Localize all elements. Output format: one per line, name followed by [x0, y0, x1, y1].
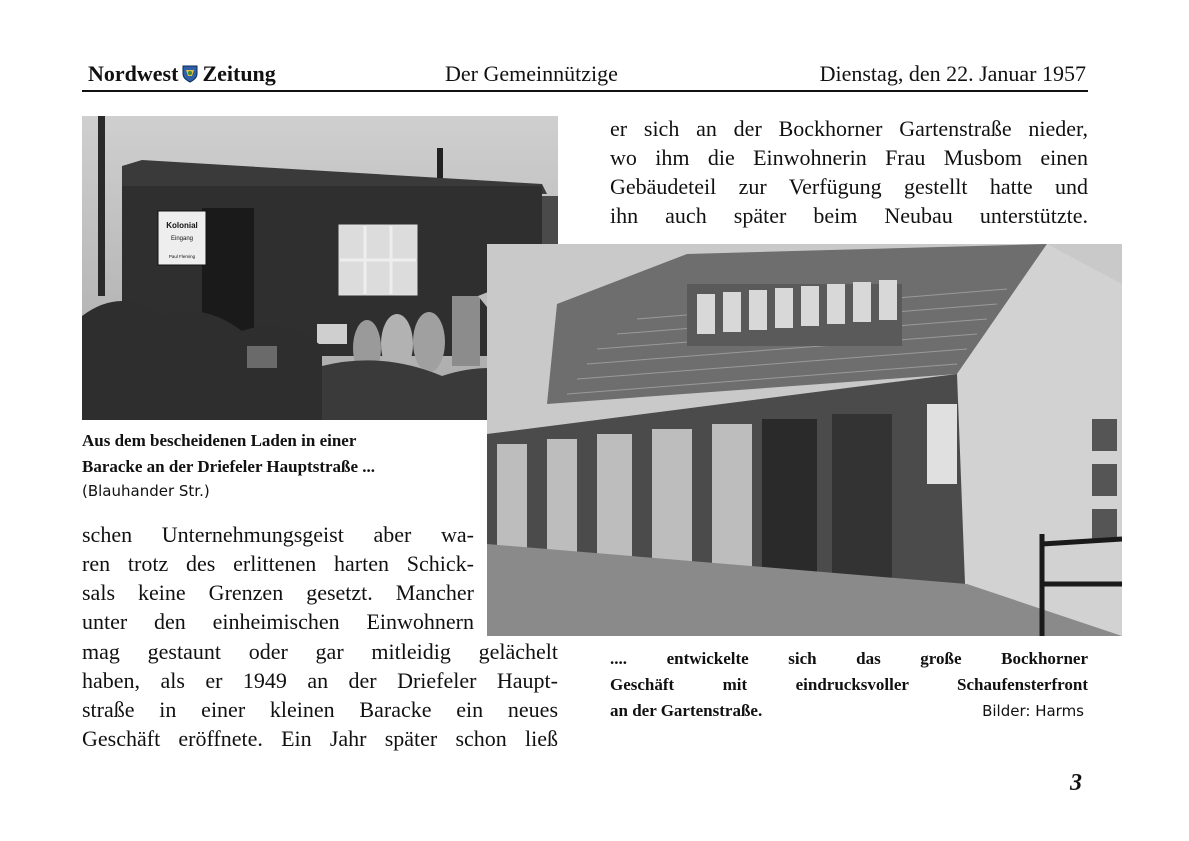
caption-last-row — [610, 698, 1088, 724]
photo-bockhorner-store — [487, 244, 1122, 636]
shop-sign-label-2: Eingang — [170, 236, 194, 242]
caption-line: an der Gartenstraße. — [610, 701, 763, 720]
text-line: mag gestaunt oder gar mitleidig gelächelt — [82, 639, 558, 664]
coat-of-arms-icon — [182, 65, 198, 83]
page-header — [82, 58, 1088, 92]
caption-line: Aus dem bescheidenen Laden in einer — [82, 431, 357, 450]
text-line: Geschäft eröffnete. Ein Jahr später schon ließ — [82, 726, 558, 751]
text-line: ren trotz des erlittenen harten Schick- — [82, 551, 474, 576]
text-line: ihn auch später beim Neubau unterstützte. — [610, 203, 1088, 228]
photo-credit: Bilder: Harms — [982, 702, 1084, 720]
shop-sign-label-3: Paul Fleming — [168, 254, 196, 259]
caption-street-note: (Blauhander Str.) — [82, 482, 210, 500]
article-text-left-wide — [82, 637, 558, 753]
text-line: wo ihm die Einwohnerin Frau Musbom einen — [610, 145, 1088, 170]
article-text-right-top — [610, 114, 1088, 230]
masthead-word-right: Zeitung — [202, 61, 276, 86]
text-line: straße in einer kleinen Baracke ein neues — [82, 697, 558, 722]
masthead-word-left: Nordwest — [88, 61, 179, 86]
page-number: 3 — [1070, 770, 1082, 796]
text-line: er sich an der Bockhorner Gartenstraße nieder, — [610, 116, 1088, 141]
text-line: haben, als er 1949 an der Driefeler Haupt- — [82, 668, 558, 693]
caption-store-photo — [610, 646, 1088, 724]
text-line: sals keine Grenzen gesetzt. Mancher — [82, 580, 474, 605]
caption-line: Baracke an der Driefeler Hauptstraße ... — [82, 457, 376, 476]
shop-sign-label-1: Kolonial — [166, 221, 198, 230]
newspaper-masthead — [88, 61, 276, 87]
text-line: schen Unternehmungsgeist aber wa- — [82, 522, 474, 547]
issue-date: Dienstag, den 22. Januar 1957 — [819, 61, 1086, 86]
caption-barrack-photo — [82, 428, 472, 502]
caption-line: Geschäft mit eindrucksvoller Schaufensterfront — [610, 675, 1088, 694]
text-line: Gebäudeteil zur Verfügung gestellt hatte und — [610, 174, 1088, 199]
store-facade-illustration — [487, 244, 1122, 636]
section-title: Der Gemeinnützige — [445, 61, 618, 86]
text-line: unter den einheimischen Einwohnern — [82, 609, 474, 634]
caption-line: .... entwickelte sich das große Bockhorner — [610, 649, 1088, 668]
article-text-left-narrow — [82, 520, 474, 636]
